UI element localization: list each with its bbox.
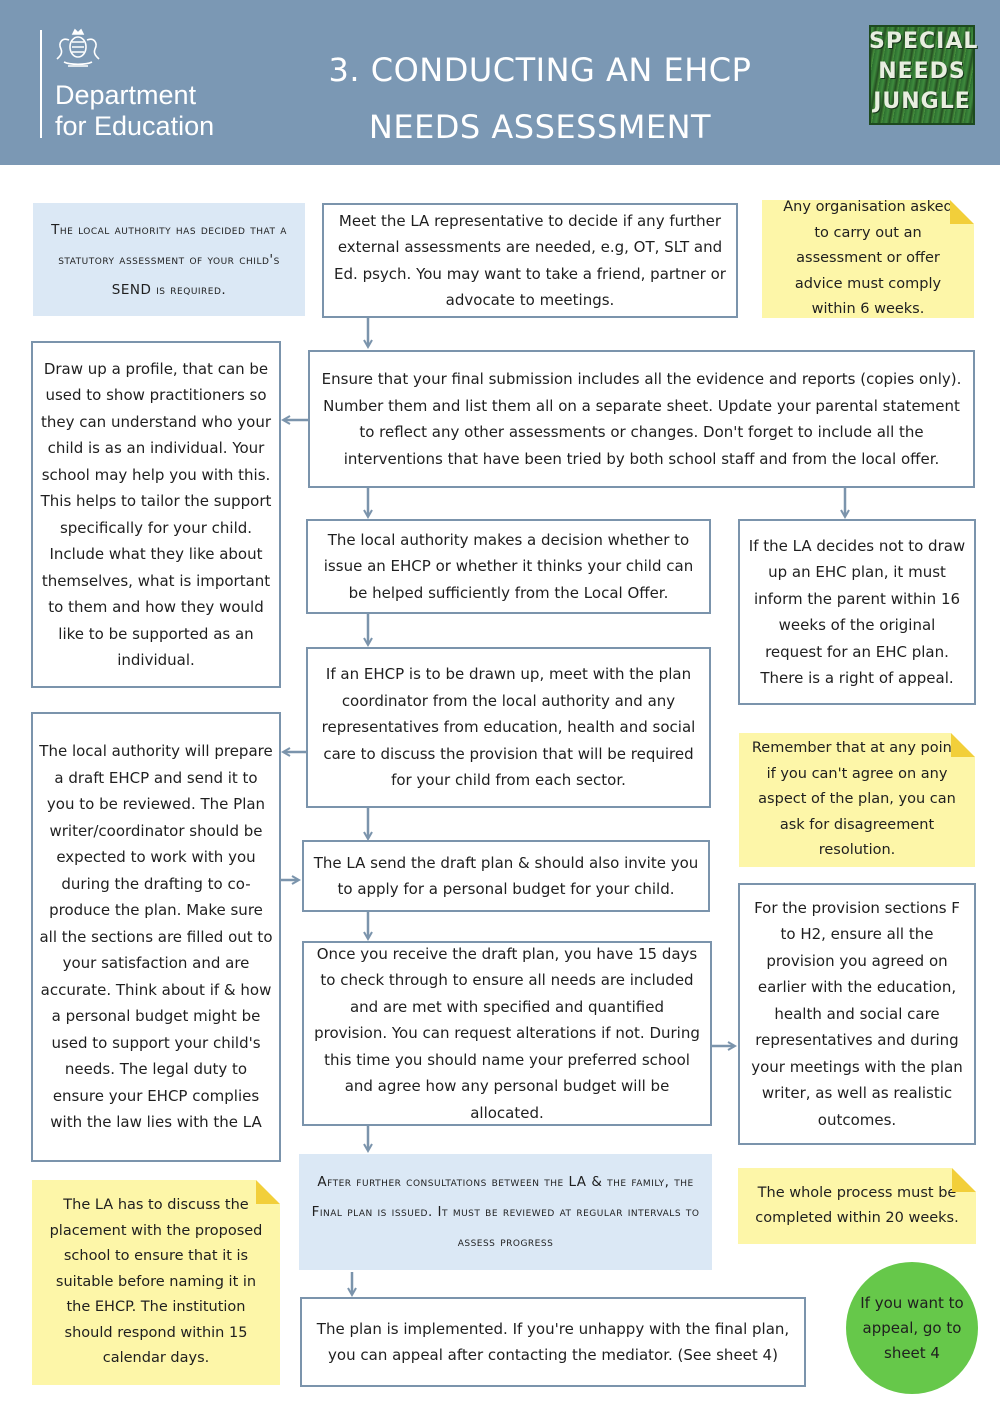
profile-box: Draw up a profile, that can be used to show practitioners so they can understand who your child is as an individual. Your school may help you with this. This helps to tailor the support specifically for your child. Include what they like about themselves, what is important to them and how they would like to be supported as an individual.	[31, 341, 281, 688]
note-fold	[951, 733, 975, 757]
meet-la-box: Meet the LA representative to decide if any further external assessments are needed, e.g, OT, SLT and Ed. psych. You may want to take a friend, partner or advocate to meetings.	[322, 203, 738, 318]
receive-draft-box: Once you receive the draft plan, you have 15 days to check through to ensure all needs are included and are met with specified and quantified provision. You can request alterations if not. During this time you should name your preferred school and agree how any personal budget will be allocated.	[302, 941, 712, 1126]
note-fold	[952, 1168, 976, 1192]
meet-coordinator-box: If an EHCP is to be drawn up, meet with the plan coordinator from the local authority and any representatives from education, health and social care to discuss the provision that will be required for your child from each sector.	[306, 647, 711, 808]
disagreement-note	[739, 733, 975, 867]
logo-line-3: JUNGLE	[873, 89, 971, 114]
send-draft-box: The LA send the draft plan & should also invite you to apply for a personal budget for your child.	[302, 840, 710, 912]
final-submission-box: Ensure that your final submission includes all the evidence and reports (copies only). Number them and list them all on a separate sheet. Update your parental statement to reflect any other assessments or changes. Don't forget to include all the interventions that have been tried by both school staff and from the local offer.	[308, 350, 975, 488]
organisation-note	[762, 200, 974, 318]
appeal-circle-text: If you want to appeal, go to sheet 4	[860, 1293, 964, 1362]
department-line-1: Department	[55, 80, 197, 110]
page-title-line-2: NEEDS ASSESSMENT	[368, 108, 712, 146]
final-issued-box: After further consultations between the LA & the family, the Final plan is issued. It must be reviewed at regular intervals to assess progress	[299, 1154, 712, 1270]
twenty-weeks-note	[738, 1168, 976, 1244]
disagreement-note-text: Remember that at any point, if you can't agree on any aspect of the plan, you can ask for disagreement resolution.	[751, 740, 963, 859]
implemented-box: The plan is implemented. If you're unhappy with the final plan, you can appeal after contacting the mediator. (See sheet 4)	[300, 1297, 806, 1387]
organisation-note-text: Any organisation asked to carry out an assessment or offer advice must comply within 6 weeks.	[783, 199, 953, 318]
twenty-weeks-note-text: The whole process must be completed within 20 weeks.	[755, 1184, 959, 1226]
la-decided-box: The local authority has decided that a statutory assessment of your child's SEND is required.	[33, 203, 305, 316]
la-not-draw-box: If the LA decides not to draw up an EHC plan, it must inform the parent within 16 weeks of the original request for an EHC plan. There is a right of appeal.	[738, 519, 976, 705]
note-fold	[256, 1180, 280, 1204]
appeal-circle	[846, 1262, 978, 1394]
department-line-2: for Education	[55, 111, 215, 141]
provision-sections-box: For the provision sections F to H2, ensure all the provision you agreed on earlier with the education, health and social care representatives and during your meetings with the plan writer, as well as realistic outcomes.	[738, 883, 976, 1145]
placement-note	[32, 1180, 280, 1385]
page-title-line-1: 3. CONDUCTING AN EHCP	[328, 51, 752, 89]
draft-prepare-box: The local authority will prepare a draft EHCP and send it to you to be reviewed. The Plan writer/coordinator should be expected to work with you during the drafting to co-produce the plan. Make sure all the sections are filled out to your satisfaction and are accurate. Think about if & how a personal budget might be used to support your child's needs. The legal duty to ensure your EHCP complies with the law lies with the LA	[31, 712, 281, 1162]
placement-note-text: The LA has to discuss the placement with the proposed school to ensure that it is suitable before naming it in the EHCP. The institution should respond within 15 calendar days.	[49, 1197, 263, 1367]
logo-line-1: SPECIAL	[869, 29, 979, 54]
logo-line-2: NEEDS	[878, 59, 966, 84]
la-decision-box: The local authority makes a decision whether to issue an EHCP or whether it thinks your child can be helped sufficiently from the Local Offer.	[306, 519, 711, 614]
note-fold	[950, 200, 974, 224]
